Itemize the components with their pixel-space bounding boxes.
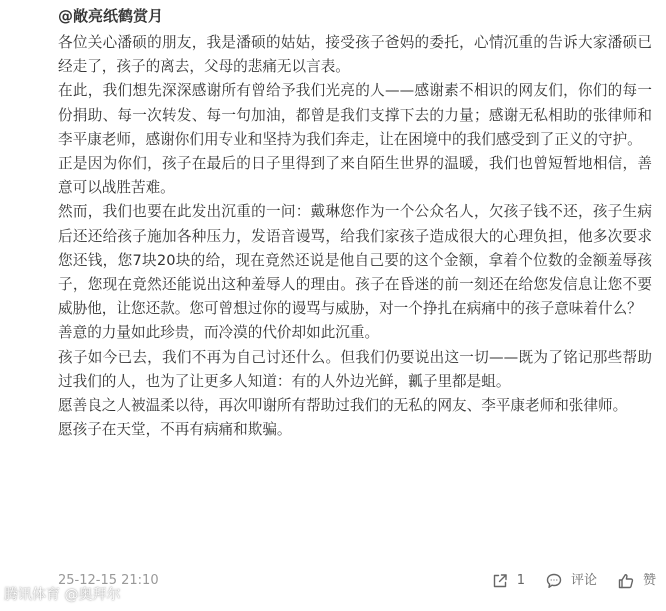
share-count: 1	[516, 573, 525, 588]
post-paragraph: 在此，我们想先深深感谢所有曾给予我们光亮的人——感谢素不相识的网友们，你们的每一份捐助、每一次转发、每一句加油，都曾是我们支撑下去的力量；感谢无私相助的张律师和李平康老师，感谢你们用专业和坚持为我们奔走，让在困境中的我们感受到了正义的守护。	[58, 82, 652, 148]
comment-label: 评论	[570, 573, 597, 588]
post-paragraph: 愿善良之人被温柔以待，再次叩谢所有帮助过我们的无私的网友、李平康老师和张律师。	[58, 397, 628, 415]
post-paragraph: 善意的力量如此珍贵，而冷漠的代价却如此沉重。	[58, 324, 380, 342]
like-label: 赞	[642, 573, 656, 588]
comment-button[interactable]	[545, 571, 597, 591]
post-paragraph: 正是因为你们，孩子在最后的日子里得到了来自陌生世界的温暖，我们也曾短暂地相信，善意可以战胜苦难。	[58, 155, 652, 197]
post-timestamp: 25-12-15 21:10	[58, 573, 159, 588]
post-paragraph: 孩子如今已去，我们不再为自己讨还什么。但我们仍要说出这一切——既为了铭记那些帮助过我们的人，也为了让更多人知道：有的人外边光鲜，瓤子里都是蛆。	[58, 348, 652, 390]
share-button[interactable]	[491, 571, 525, 591]
watermark-text: 腾讯体育 @奥拜尔	[4, 587, 121, 603]
thumbs-up-icon	[617, 572, 635, 590]
post-paragraph: 然而，我们也要在此发出沉重的一问：戴琳您作为一个公众名人，欠孩子钱不还，孩子生病后还还给孩子施加各种压力，发语音谩骂，给我们家孩子造成很大的心理负担，他多次要求您还钱，您7块20块的给，现在竟然还说是他自己要的这个金额，拿着个位数的金额羞辱孩子，您现在竟然还能说出这种羞辱人的理由。孩子在昏迷的前一刻还在给您发信息让您不要威胁他，让您还款。您可曾想过你的谩骂与威胁，对一个挣扎在病痛中的孩子意味着什么？	[58, 203, 652, 318]
share-icon	[491, 572, 509, 590]
comment-icon	[545, 572, 563, 590]
post-paragraph: 各位关心潘硕的朋友，我是潘硕的姑姑，接受孩子爸妈的委托，心情沉重的告诉大家潘硕已经走了，孩子的离去，父母的悲痛无以言表。	[58, 34, 652, 76]
post-actions	[471, 569, 656, 593]
like-button[interactable]	[617, 571, 656, 591]
post-footer	[58, 569, 656, 593]
post-paragraph: 愿孩子在天堂，不再有病痛和欺骗。	[58, 421, 292, 439]
post-author-name[interactable]: @敞亮纸鹤赏月	[58, 7, 164, 25]
post-content	[58, 31, 652, 442]
